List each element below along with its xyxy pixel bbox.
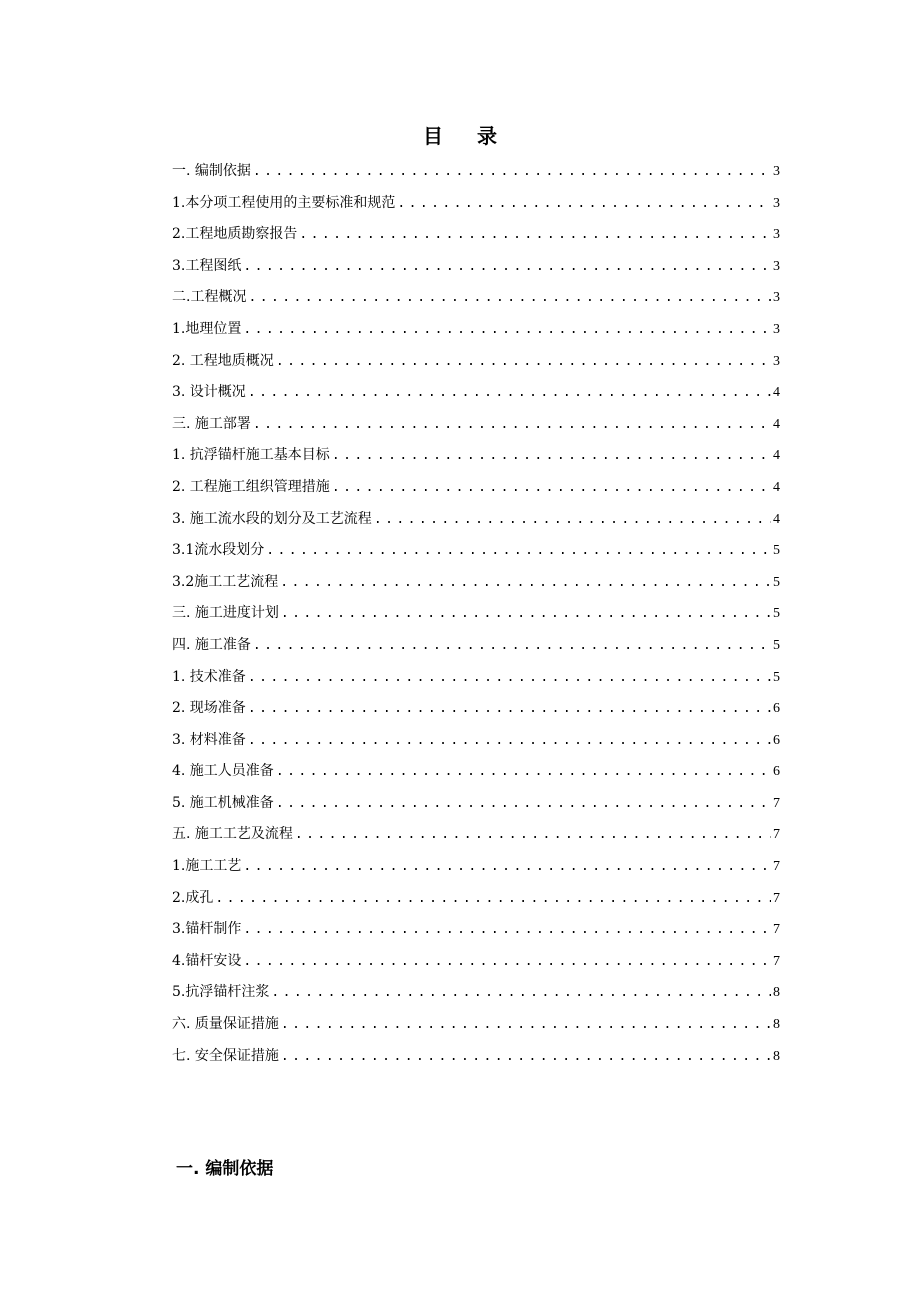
toc-dot-leader [253, 156, 771, 188]
toc-dot-leader [215, 883, 771, 915]
toc-entry-label: 三. 施工进度计划 [172, 605, 279, 622]
toc-dot-leader [271, 977, 771, 1009]
toc-dot-leader [248, 282, 771, 314]
toc-entry-page: 3 [773, 321, 780, 337]
toc-entry[interactable] [172, 1009, 780, 1041]
toc-entry[interactable] [172, 725, 780, 757]
toc-entry[interactable] [172, 977, 780, 1009]
toc-entry-page: 4 [773, 416, 780, 432]
toc-entry-label: 四. 施工准备 [172, 636, 251, 653]
toc-dot-leader [332, 472, 771, 504]
toc-entry-label: 五. 施工工艺及流程 [172, 826, 293, 843]
toc-entry[interactable] [172, 409, 780, 441]
toc-entry-label: 3. 材料准备 [172, 731, 246, 748]
toc-dot-leader [243, 251, 771, 283]
toc-entry-label: 3.锚杆制作 [172, 921, 242, 938]
toc-dot-leader [243, 914, 771, 946]
toc-entry-page: 3 [773, 195, 780, 211]
toc-dot-leader [276, 788, 771, 820]
toc-entry-page: 7 [773, 859, 780, 875]
toc-entry-page: 5 [773, 543, 780, 559]
toc-entry[interactable] [172, 883, 780, 915]
toc-entry[interactable] [172, 314, 780, 346]
toc-entry-page: 8 [773, 1017, 780, 1033]
toc-entry-page: 3 [773, 227, 780, 243]
toc-dot-leader [276, 756, 771, 788]
toc-entry[interactable] [172, 851, 780, 883]
table-of-contents [172, 156, 780, 1072]
toc-entry-label: 4. 施工人员准备 [172, 763, 274, 780]
toc-entry-page: 3 [773, 164, 780, 179]
toc-entry[interactable] [172, 598, 780, 630]
toc-entry-label: 1. 抗浮锚杆施工基本目标 [172, 447, 330, 464]
toc-entry-label: 5.抗浮锚杆注浆 [172, 984, 270, 1001]
toc-entry[interactable] [172, 440, 780, 472]
toc-entry-label: 3.1流水段划分 [172, 542, 265, 559]
toc-entry[interactable] [172, 504, 780, 536]
toc-dot-leader [248, 662, 771, 694]
toc-dot-leader [299, 219, 771, 251]
toc-entry-page: 5 [773, 669, 780, 685]
toc-entry-label: 1.本分项工程使用的主要标准和规范 [172, 194, 396, 211]
toc-entry-page: 6 [773, 732, 780, 748]
toc-title [0, 121, 920, 151]
toc-dot-leader [243, 946, 771, 978]
toc-dot-leader [281, 1041, 771, 1073]
toc-entry[interactable] [172, 535, 780, 567]
toc-entry-label: 4.锚杆安设 [172, 952, 242, 969]
toc-dot-leader [248, 377, 771, 409]
toc-dot-leader [281, 598, 771, 630]
toc-entry-label: 2. 工程施工组织管理措施 [172, 478, 330, 495]
toc-dot-leader [266, 535, 771, 567]
toc-dot-leader [248, 693, 771, 725]
toc-entry[interactable] [172, 219, 780, 251]
toc-entry[interactable] [172, 946, 780, 978]
toc-dot-leader [280, 567, 771, 599]
toc-entry-page: 7 [773, 922, 780, 938]
toc-entry-label: 二.工程概况 [172, 289, 247, 306]
toc-entry[interactable] [172, 377, 780, 409]
toc-entry-label: 1. 技术准备 [172, 668, 246, 685]
toc-dot-leader [397, 188, 771, 220]
toc-entry[interactable] [172, 156, 780, 188]
toc-dot-leader [295, 819, 771, 851]
toc-title-char: 录 [477, 124, 497, 148]
toc-entry-page: 7 [773, 953, 780, 969]
section-heading: 一. 编制依据 [176, 1159, 274, 1179]
toc-entry-label: 一. 编制依据 [172, 163, 251, 179]
toc-entry[interactable] [172, 630, 780, 662]
toc-entry-label: 3.工程图纸 [172, 257, 242, 274]
toc-entry-page: 4 [773, 385, 780, 401]
toc-dot-leader [253, 409, 771, 441]
toc-dot-leader [374, 504, 771, 536]
toc-entry-page: 4 [773, 448, 780, 464]
toc-dot-leader [248, 725, 771, 757]
toc-entry[interactable] [172, 693, 780, 725]
toc-entry[interactable] [172, 914, 780, 946]
toc-entry-label: 2. 工程地质概况 [172, 352, 274, 369]
toc-entry[interactable] [172, 1041, 780, 1073]
toc-entry-label: 3. 施工流水段的划分及工艺流程 [172, 510, 372, 527]
toc-entry-label: 六. 质量保证措施 [172, 1016, 279, 1033]
toc-title-char: 目 [423, 124, 443, 148]
toc-entry-page: 4 [773, 479, 780, 495]
toc-entry-label: 3. 设计概况 [172, 384, 246, 401]
toc-entry-label: 3.2施工工艺流程 [172, 573, 279, 590]
toc-entry-page: 5 [773, 574, 780, 590]
toc-entry-page: 3 [773, 353, 780, 369]
toc-entry[interactable] [172, 662, 780, 694]
toc-entry-label: 1.地理位置 [172, 320, 242, 337]
toc-entry-label: 三. 施工部署 [172, 415, 251, 432]
toc-dot-leader [253, 630, 771, 662]
toc-dot-leader [243, 851, 771, 883]
toc-entry[interactable] [172, 282, 780, 314]
toc-dot-leader [332, 440, 771, 472]
toc-entry[interactable] [172, 346, 780, 378]
toc-entry-page: 3 [773, 258, 780, 274]
toc-entry-label: 2.成孔 [172, 889, 214, 906]
toc-entry[interactable] [172, 251, 780, 283]
toc-entry-page: 3 [773, 290, 780, 306]
toc-entry-page: 7 [773, 827, 780, 843]
toc-entry-page: 7 [773, 890, 780, 906]
toc-dot-leader [243, 314, 771, 346]
toc-entry[interactable] [172, 756, 780, 788]
toc-entry-label: 2.工程地质勘察报告 [172, 226, 298, 243]
toc-entry-page: 8 [773, 1048, 780, 1064]
toc-entry-page: 7 [773, 795, 780, 811]
toc-entry[interactable] [172, 819, 780, 851]
toc-entry-page: 8 [773, 985, 780, 1001]
toc-entry[interactable] [172, 188, 780, 220]
toc-entry[interactable] [172, 567, 780, 599]
toc-entry-page: 5 [773, 637, 780, 653]
toc-dot-leader [276, 346, 771, 378]
toc-dot-leader [281, 1009, 771, 1041]
toc-entry-page: 4 [773, 511, 780, 527]
toc-entry[interactable] [172, 788, 780, 820]
toc-entry-label: 七. 安全保证措施 [172, 1047, 279, 1064]
toc-entry-label: 5. 施工机械准备 [172, 794, 274, 811]
toc-entry-page: 6 [773, 701, 780, 717]
toc-entry[interactable] [172, 472, 780, 504]
toc-entry-page: 5 [773, 606, 780, 622]
toc-entry-label: 1.施工工艺 [172, 858, 242, 875]
toc-entry-page: 6 [773, 764, 780, 780]
toc-entry-label: 2. 现场准备 [172, 700, 246, 717]
